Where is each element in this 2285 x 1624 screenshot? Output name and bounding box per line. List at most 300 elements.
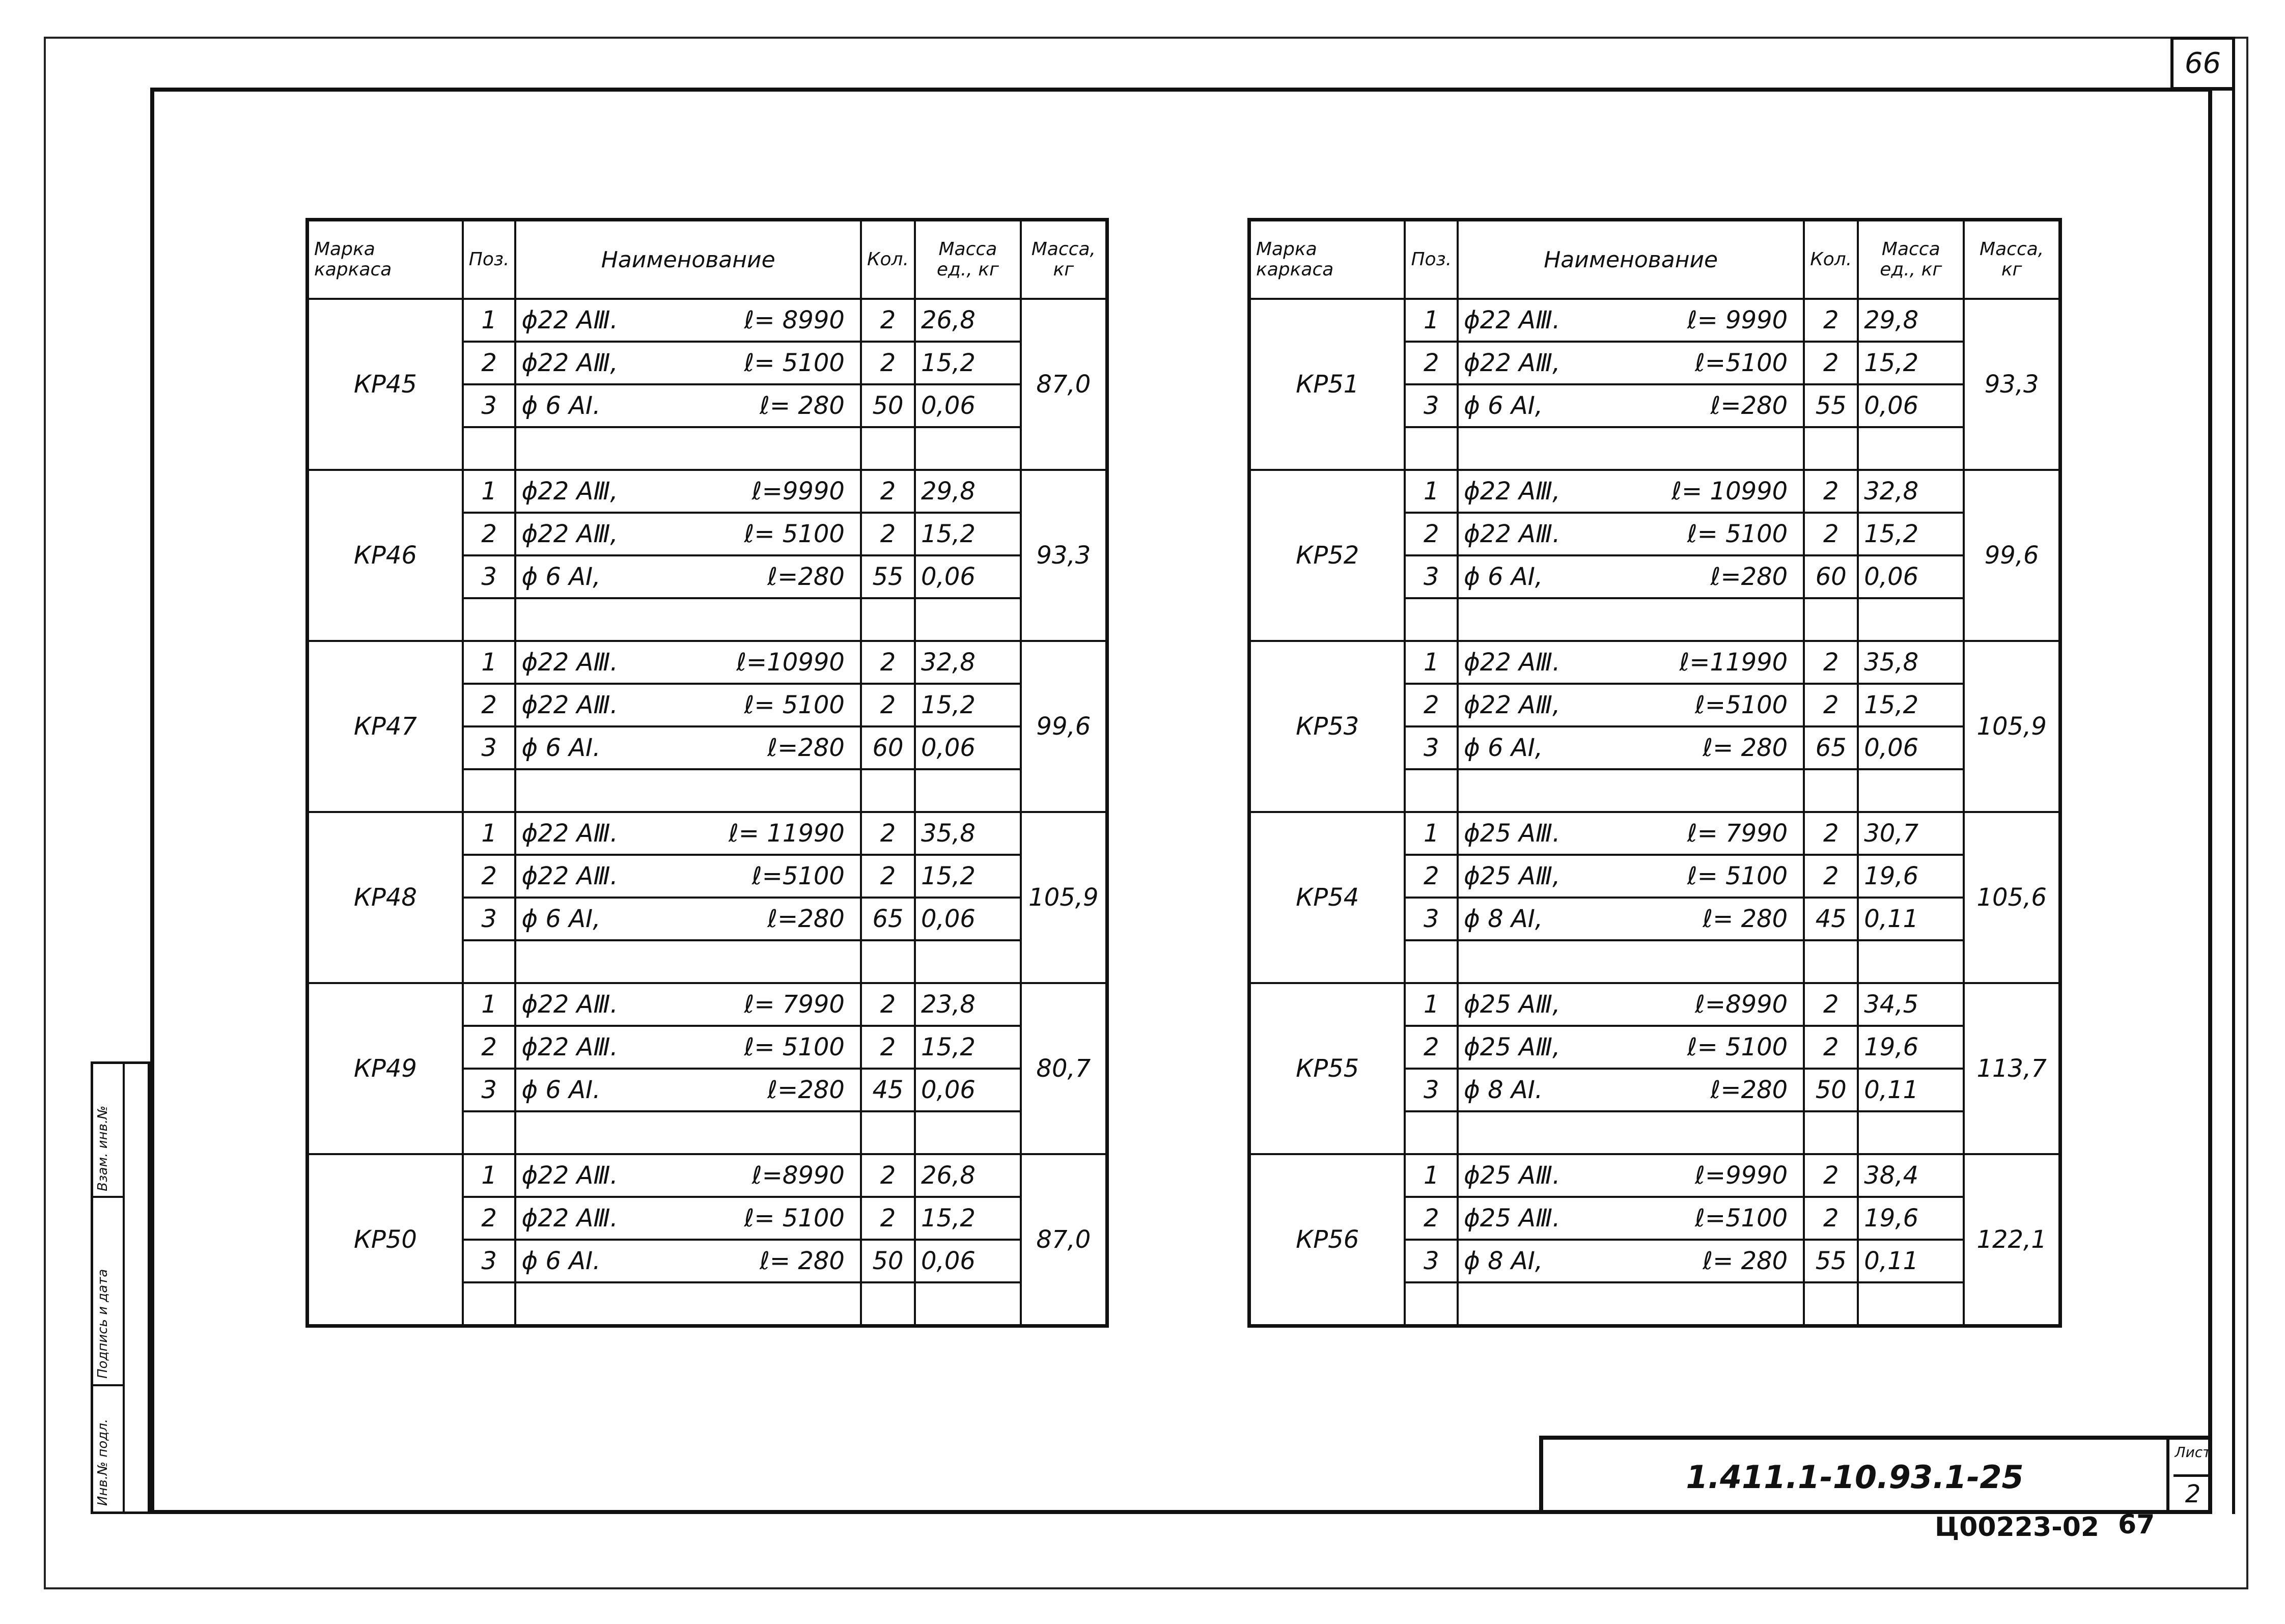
header-unit-mass-line1: Масса bbox=[938, 239, 997, 260]
quantity: 45 bbox=[1804, 898, 1858, 940]
bar-length: ℓ=280 bbox=[1710, 391, 1788, 420]
quantity: 2 bbox=[861, 684, 915, 726]
header-mark-line1: Марка bbox=[1256, 239, 1317, 260]
bar-description bbox=[515, 983, 860, 1026]
bar-description bbox=[1458, 898, 1804, 940]
unit-mass: 15,2 bbox=[915, 1026, 1021, 1069]
bar-length: ℓ= 280 bbox=[760, 1247, 845, 1275]
bar-diameter-class: ϕ 8 АⅠ, bbox=[1464, 1247, 1543, 1275]
unit-mass: 0,06 bbox=[1858, 384, 1964, 427]
bar-length: ℓ= 280 bbox=[1703, 905, 1788, 933]
empty-cell bbox=[1458, 940, 1804, 983]
unit-mass: 15,2 bbox=[1858, 342, 1964, 384]
quantity: 2 bbox=[861, 983, 915, 1026]
bar-length: ℓ=10990 bbox=[736, 648, 845, 677]
bar-length: ℓ= 280 bbox=[1703, 734, 1788, 762]
bar-description bbox=[1458, 1197, 1804, 1240]
empty-cell bbox=[1804, 769, 1858, 812]
total-mass: 105,9 bbox=[1021, 812, 1107, 983]
quantity: 45 bbox=[861, 1069, 915, 1111]
empty-cell bbox=[861, 1111, 915, 1154]
position-number: 3 bbox=[463, 898, 516, 940]
empty-cell bbox=[915, 1282, 1021, 1326]
position-number: 1 bbox=[463, 1154, 516, 1197]
bar-description bbox=[515, 342, 860, 384]
header-qty: Кол. bbox=[861, 220, 915, 299]
empty-cell bbox=[915, 427, 1021, 470]
position-number: 2 bbox=[463, 513, 516, 555]
empty-cell bbox=[463, 427, 516, 470]
header-unit-mass bbox=[1858, 220, 1964, 299]
empty-cell bbox=[861, 940, 915, 983]
header-mass-line2: кг bbox=[2001, 259, 2022, 280]
bar-length: ℓ= 5100 bbox=[1687, 862, 1788, 890]
unit-mass: 0,06 bbox=[915, 384, 1021, 427]
quantity: 2 bbox=[1804, 1026, 1858, 1069]
bar-diameter-class: ϕ22 АⅢ. bbox=[521, 1204, 618, 1233]
position-number: 3 bbox=[1405, 384, 1458, 427]
header-pos: Поз. bbox=[463, 220, 516, 299]
frame-mark: КР45 bbox=[308, 299, 463, 470]
bar-description bbox=[515, 1069, 860, 1111]
empty-cell bbox=[1405, 427, 1458, 470]
table-row bbox=[1249, 470, 2060, 513]
bar-description bbox=[515, 641, 860, 684]
position-number: 1 bbox=[1405, 1154, 1458, 1197]
empty-cell bbox=[1405, 598, 1458, 641]
quantity: 2 bbox=[861, 342, 915, 384]
unit-mass: 26,8 bbox=[915, 299, 1021, 342]
quantity: 2 bbox=[1804, 470, 1858, 513]
bar-description bbox=[515, 1154, 860, 1197]
position-number: 1 bbox=[463, 812, 516, 855]
total-mass: 87,0 bbox=[1021, 1154, 1107, 1326]
unit-mass: 15,2 bbox=[915, 513, 1021, 555]
position-number: 3 bbox=[463, 384, 516, 427]
bar-diameter-class: ϕ25 АⅢ. bbox=[1464, 1204, 1561, 1233]
bar-description bbox=[515, 513, 860, 555]
unit-mass: 19,6 bbox=[1858, 855, 1964, 898]
empty-cell bbox=[1405, 940, 1458, 983]
quantity: 2 bbox=[1804, 1197, 1858, 1240]
header-unit-mass-line2: ед., кг bbox=[936, 259, 999, 280]
bar-description bbox=[515, 684, 860, 726]
empty-cell bbox=[463, 940, 516, 983]
bar-length: ℓ= 5100 bbox=[744, 349, 845, 377]
bar-description bbox=[1458, 726, 1804, 769]
empty-cell bbox=[1458, 769, 1804, 812]
bar-diameter-class: ϕ 6 АⅠ. bbox=[521, 1076, 601, 1104]
bar-description bbox=[515, 855, 860, 898]
empty-cell bbox=[1458, 1282, 1804, 1326]
quantity: 2 bbox=[1804, 513, 1858, 555]
header-mark-line1: Марка bbox=[314, 239, 375, 260]
empty-cell bbox=[1458, 598, 1804, 641]
bar-diameter-class: ϕ22 АⅢ, bbox=[1464, 691, 1561, 719]
empty-cell bbox=[463, 1282, 516, 1326]
quantity: 2 bbox=[861, 1154, 915, 1197]
empty-cell bbox=[1804, 1111, 1858, 1154]
header-pos: Поз. bbox=[1405, 220, 1458, 299]
bar-description bbox=[515, 555, 860, 598]
empty-cell bbox=[1858, 427, 1964, 470]
bar-description bbox=[1458, 342, 1804, 384]
quantity: 60 bbox=[1804, 555, 1858, 598]
bar-diameter-class: ϕ22 АⅢ. bbox=[1464, 306, 1561, 334]
unit-mass: 35,8 bbox=[915, 812, 1021, 855]
bar-diameter-class: ϕ22 АⅢ. bbox=[1464, 648, 1561, 677]
document-code: 1.411.1-10.93.1-25 bbox=[1543, 1440, 2169, 1514]
position-number: 3 bbox=[1405, 1240, 1458, 1282]
bar-description bbox=[1458, 384, 1804, 427]
empty-cell bbox=[515, 1282, 860, 1326]
bar-description bbox=[515, 299, 860, 342]
table-row bbox=[308, 299, 1107, 342]
header-mark bbox=[1249, 220, 1405, 299]
unit-mass: 0,06 bbox=[915, 898, 1021, 940]
bar-description bbox=[1458, 1026, 1804, 1069]
bar-diameter-class: ϕ22 АⅢ. bbox=[521, 862, 618, 890]
empty-cell bbox=[915, 769, 1021, 812]
position-number: 3 bbox=[1405, 726, 1458, 769]
empty-cell bbox=[861, 769, 915, 812]
bar-description bbox=[1458, 513, 1804, 555]
bar-diameter-class: ϕ 6 АⅠ, bbox=[521, 563, 601, 591]
bar-length: ℓ= 10990 bbox=[1671, 477, 1788, 506]
bar-diameter-class: ϕ22 АⅢ. bbox=[521, 648, 618, 677]
quantity: 2 bbox=[861, 1197, 915, 1240]
bar-diameter-class: ϕ22 АⅢ, bbox=[521, 477, 618, 506]
bar-diameter-class: ϕ 6 АⅠ, bbox=[1464, 734, 1543, 762]
bar-diameter-class: ϕ 6 АⅠ, bbox=[1464, 391, 1543, 420]
bar-length: ℓ= 280 bbox=[760, 391, 845, 420]
quantity: 50 bbox=[861, 384, 915, 427]
bar-diameter-class: ϕ22 АⅢ. bbox=[521, 1033, 618, 1061]
empty-cell bbox=[515, 1111, 860, 1154]
side-cell-signature bbox=[93, 1198, 123, 1386]
unit-mass: 0,06 bbox=[1858, 726, 1964, 769]
spec-table-left bbox=[305, 218, 1109, 1328]
position-number: 3 bbox=[463, 1240, 516, 1282]
bar-length: ℓ= 5100 bbox=[1687, 1033, 1788, 1061]
empty-cell bbox=[1858, 769, 1964, 812]
quantity: 65 bbox=[861, 898, 915, 940]
side-cell-inventory bbox=[93, 1386, 123, 1511]
bar-length: ℓ=5100 bbox=[751, 862, 845, 890]
table-row bbox=[308, 470, 1107, 513]
unit-mass: 15,2 bbox=[915, 684, 1021, 726]
header-mass bbox=[1021, 220, 1107, 299]
table-row bbox=[1249, 299, 2060, 342]
side-label-inventory: Инв.№ подл. bbox=[95, 1418, 110, 1506]
empty-cell bbox=[1858, 598, 1964, 641]
side-cell-replacement bbox=[93, 1064, 123, 1198]
quantity: 2 bbox=[1804, 1154, 1858, 1197]
empty-cell bbox=[1804, 598, 1858, 641]
unit-mass: 35,8 bbox=[1858, 641, 1964, 684]
unit-mass: 0,11 bbox=[1858, 1069, 1964, 1111]
bar-diameter-class: ϕ22 АⅢ. bbox=[1464, 520, 1561, 548]
spec-table-right bbox=[1247, 218, 2062, 1328]
unit-mass: 34,5 bbox=[1858, 983, 1964, 1026]
position-number: 2 bbox=[463, 684, 516, 726]
unit-mass: 15,2 bbox=[915, 1197, 1021, 1240]
bar-length: ℓ= 5100 bbox=[744, 1204, 845, 1233]
bar-diameter-class: ϕ22 АⅢ. bbox=[521, 1161, 618, 1190]
unit-mass: 0,06 bbox=[915, 1240, 1021, 1282]
quantity: 2 bbox=[861, 641, 915, 684]
sheet-label: Лист bbox=[2173, 1444, 2212, 1477]
unit-mass: 26,8 bbox=[915, 1154, 1021, 1197]
table-row bbox=[308, 641, 1107, 684]
position-number: 2 bbox=[463, 855, 516, 898]
quantity: 2 bbox=[1804, 641, 1858, 684]
header-mass-line2: кг bbox=[1053, 259, 1074, 280]
empty-cell bbox=[515, 427, 860, 470]
quantity: 2 bbox=[1804, 983, 1858, 1026]
bar-length: ℓ=280 bbox=[767, 734, 845, 762]
position-number: 1 bbox=[463, 299, 516, 342]
table-row bbox=[1249, 812, 2060, 855]
empty-cell bbox=[1458, 1111, 1804, 1154]
empty-cell bbox=[1804, 940, 1858, 983]
bar-length: ℓ= 5100 bbox=[744, 691, 845, 719]
bar-length: ℓ= 8990 bbox=[744, 306, 845, 334]
total-mass: 99,6 bbox=[1021, 641, 1107, 812]
quantity: 2 bbox=[1804, 684, 1858, 726]
total-mass: 105,6 bbox=[1964, 812, 2060, 983]
bar-description bbox=[1458, 1069, 1804, 1111]
quantity: 2 bbox=[861, 1026, 915, 1069]
bar-length: ℓ=280 bbox=[1710, 1076, 1788, 1104]
bar-description bbox=[515, 726, 860, 769]
empty-cell bbox=[463, 769, 516, 812]
unit-mass: 15,2 bbox=[915, 855, 1021, 898]
position-number: 2 bbox=[1405, 684, 1458, 726]
unit-mass: 19,6 bbox=[1858, 1197, 1964, 1240]
bar-length: ℓ=11990 bbox=[1679, 648, 1788, 677]
empty-cell bbox=[1804, 1282, 1858, 1326]
header-unit-mass bbox=[915, 220, 1021, 299]
position-number: 3 bbox=[1405, 898, 1458, 940]
bar-length: ℓ= 7990 bbox=[744, 990, 845, 1019]
bar-description bbox=[1458, 684, 1804, 726]
bar-length: ℓ=8990 bbox=[1695, 990, 1788, 1019]
frame-mark: КР54 bbox=[1249, 812, 1405, 983]
empty-cell bbox=[861, 427, 915, 470]
quantity: 55 bbox=[1804, 384, 1858, 427]
bar-diameter-class: ϕ 8 АⅠ, bbox=[1464, 905, 1543, 933]
bar-length: ℓ= 5100 bbox=[1687, 520, 1788, 548]
empty-cell bbox=[1405, 1282, 1458, 1326]
position-number: 1 bbox=[463, 983, 516, 1026]
empty-cell bbox=[861, 1282, 915, 1326]
frame-mark: КР47 bbox=[308, 641, 463, 812]
bar-diameter-class: ϕ 6 АⅠ. bbox=[521, 1247, 601, 1275]
bar-length: ℓ=8990 bbox=[751, 1161, 845, 1190]
frame-mark: КР55 bbox=[1249, 983, 1405, 1154]
bar-description bbox=[1458, 470, 1804, 513]
quantity: 50 bbox=[861, 1240, 915, 1282]
table-row bbox=[1249, 983, 2060, 1026]
side-strip-column bbox=[123, 1064, 150, 1511]
bar-description bbox=[515, 384, 860, 427]
position-number: 1 bbox=[1405, 812, 1458, 855]
quantity: 2 bbox=[1804, 342, 1858, 384]
bar-diameter-class: ϕ25 АⅢ. bbox=[1464, 819, 1561, 848]
empty-cell bbox=[915, 940, 1021, 983]
empty-cell bbox=[915, 1111, 1021, 1154]
bar-length: ℓ=5100 bbox=[1695, 349, 1788, 377]
bar-diameter-class: ϕ25 АⅢ, bbox=[1464, 862, 1561, 890]
bar-diameter-class: ϕ 6 АⅠ. bbox=[521, 391, 601, 420]
empty-cell bbox=[1858, 1111, 1964, 1154]
header-unit-mass-line2: ед., кг bbox=[1880, 259, 1942, 280]
empty-cell bbox=[1405, 769, 1458, 812]
header-unit-mass-line1: Масса bbox=[1881, 239, 1940, 260]
bar-diameter-class: ϕ22 АⅢ, bbox=[1464, 349, 1561, 377]
bar-diameter-class: ϕ22 АⅢ. bbox=[521, 819, 618, 848]
header-qty: Кол. bbox=[1804, 220, 1858, 299]
bar-length: ℓ= 5100 bbox=[744, 520, 845, 548]
frame-mark: КР48 bbox=[308, 812, 463, 983]
bar-diameter-class: ϕ 6 АⅠ, bbox=[521, 905, 601, 933]
bar-diameter-class: ϕ25 АⅢ. bbox=[1464, 1161, 1561, 1190]
bar-diameter-class: ϕ22 АⅢ, bbox=[1464, 477, 1561, 506]
quantity: 2 bbox=[1804, 299, 1858, 342]
bar-diameter-class: ϕ22 АⅢ, bbox=[521, 349, 618, 377]
position-number: 2 bbox=[1405, 1197, 1458, 1240]
bar-description bbox=[515, 1240, 860, 1282]
position-number: 2 bbox=[1405, 513, 1458, 555]
total-mass: 105,9 bbox=[1964, 641, 2060, 812]
bar-length: ℓ=9990 bbox=[751, 477, 845, 506]
frame-mark: КР52 bbox=[1249, 470, 1405, 641]
empty-cell bbox=[915, 598, 1021, 641]
unit-mass: 29,8 bbox=[915, 470, 1021, 513]
unit-mass: 15,2 bbox=[1858, 513, 1964, 555]
total-mass: 99,6 bbox=[1964, 470, 2060, 641]
table-row bbox=[308, 812, 1107, 855]
unit-mass: 0,11 bbox=[1858, 898, 1964, 940]
bar-length: ℓ= 7990 bbox=[1687, 819, 1788, 848]
bar-length: ℓ=280 bbox=[1710, 563, 1788, 591]
quantity: 2 bbox=[861, 299, 915, 342]
quantity: 2 bbox=[861, 855, 915, 898]
table-header-row bbox=[308, 220, 1107, 299]
position-number: 1 bbox=[1405, 299, 1458, 342]
bar-length: ℓ=280 bbox=[767, 905, 845, 933]
unit-mass: 0,06 bbox=[915, 726, 1021, 769]
total-mass: 80,7 bbox=[1021, 983, 1107, 1154]
unit-mass: 38,4 bbox=[1858, 1154, 1964, 1197]
unit-mass: 19,6 bbox=[1858, 1026, 1964, 1069]
bar-description bbox=[1458, 855, 1804, 898]
bar-description bbox=[1458, 812, 1804, 855]
side-label-signature: Подпись и дата bbox=[95, 1269, 110, 1379]
header-mass-line1: Масса, bbox=[1980, 239, 2044, 260]
quantity: 2 bbox=[1804, 855, 1858, 898]
unit-mass: 32,8 bbox=[1858, 470, 1964, 513]
position-number: 3 bbox=[463, 555, 516, 598]
total-mass: 113,7 bbox=[1964, 983, 2060, 1154]
position-number: 2 bbox=[463, 1197, 516, 1240]
position-number: 2 bbox=[463, 1026, 516, 1069]
bar-length: ℓ=280 bbox=[767, 563, 845, 591]
bar-length: ℓ=9990 bbox=[1695, 1161, 1788, 1190]
frame-mark: КР53 bbox=[1249, 641, 1405, 812]
frame-mark: КР46 bbox=[308, 470, 463, 641]
unit-mass: 29,8 bbox=[1858, 299, 1964, 342]
empty-cell bbox=[515, 598, 860, 641]
header-mass-line1: Масса, bbox=[1031, 239, 1096, 260]
right-margin-strip bbox=[2212, 88, 2235, 1514]
total-mass: 93,3 bbox=[1964, 299, 2060, 470]
header-mark-line2: каркаса bbox=[1256, 259, 1334, 280]
header-name: Наименование bbox=[1458, 220, 1804, 299]
bar-description bbox=[515, 470, 860, 513]
bar-description bbox=[1458, 641, 1804, 684]
unit-mass: 0,06 bbox=[915, 1069, 1021, 1111]
table-row bbox=[308, 1154, 1107, 1197]
bar-diameter-class: ϕ25 АⅢ, bbox=[1464, 990, 1561, 1019]
table-row bbox=[1249, 641, 2060, 684]
unit-mass: 15,2 bbox=[1858, 684, 1964, 726]
quantity: 2 bbox=[861, 513, 915, 555]
table-row bbox=[308, 983, 1107, 1026]
quantity: 2 bbox=[861, 812, 915, 855]
position-number: 2 bbox=[463, 342, 516, 384]
unit-mass: 30,7 bbox=[1858, 812, 1964, 855]
frame-mark: КР50 bbox=[308, 1154, 463, 1326]
bar-diameter-class: ϕ25 АⅢ, bbox=[1464, 1033, 1561, 1061]
total-mass: 87,0 bbox=[1021, 299, 1107, 470]
bar-length: ℓ= 11990 bbox=[728, 819, 845, 848]
quantity: 50 bbox=[1804, 1069, 1858, 1111]
bar-length: ℓ= 9990 bbox=[1687, 306, 1788, 334]
position-number: 3 bbox=[463, 726, 516, 769]
empty-cell bbox=[861, 598, 915, 641]
position-number: 3 bbox=[1405, 555, 1458, 598]
bar-description bbox=[515, 812, 860, 855]
position-number: 2 bbox=[1405, 342, 1458, 384]
table-header-row bbox=[1249, 220, 2060, 299]
quantity: 65 bbox=[1804, 726, 1858, 769]
page-number: 66 bbox=[2170, 37, 2235, 90]
bar-description bbox=[1458, 1154, 1804, 1197]
side-approval-strip bbox=[91, 1061, 150, 1514]
bar-diameter-class: ϕ22 АⅢ. bbox=[521, 990, 618, 1019]
unit-mass: 0,11 bbox=[1858, 1240, 1964, 1282]
position-number: 3 bbox=[1405, 1069, 1458, 1111]
bar-diameter-class: ϕ22 АⅢ, bbox=[521, 520, 618, 548]
bar-length: ℓ=5100 bbox=[1695, 1204, 1788, 1233]
position-number: 2 bbox=[1405, 855, 1458, 898]
title-block bbox=[1539, 1436, 2212, 1514]
frame-mark: КР49 bbox=[308, 983, 463, 1154]
bar-description bbox=[1458, 983, 1804, 1026]
header-name: Наименование bbox=[515, 220, 860, 299]
total-mass: 122,1 bbox=[1964, 1154, 2060, 1326]
bar-length: ℓ= 280 bbox=[1703, 1247, 1788, 1275]
bar-description bbox=[515, 1026, 860, 1069]
position-number: 1 bbox=[1405, 470, 1458, 513]
bar-description bbox=[515, 1197, 860, 1240]
empty-cell bbox=[463, 598, 516, 641]
bar-description bbox=[1458, 299, 1804, 342]
empty-cell bbox=[463, 1111, 516, 1154]
quantity: 2 bbox=[1804, 812, 1858, 855]
